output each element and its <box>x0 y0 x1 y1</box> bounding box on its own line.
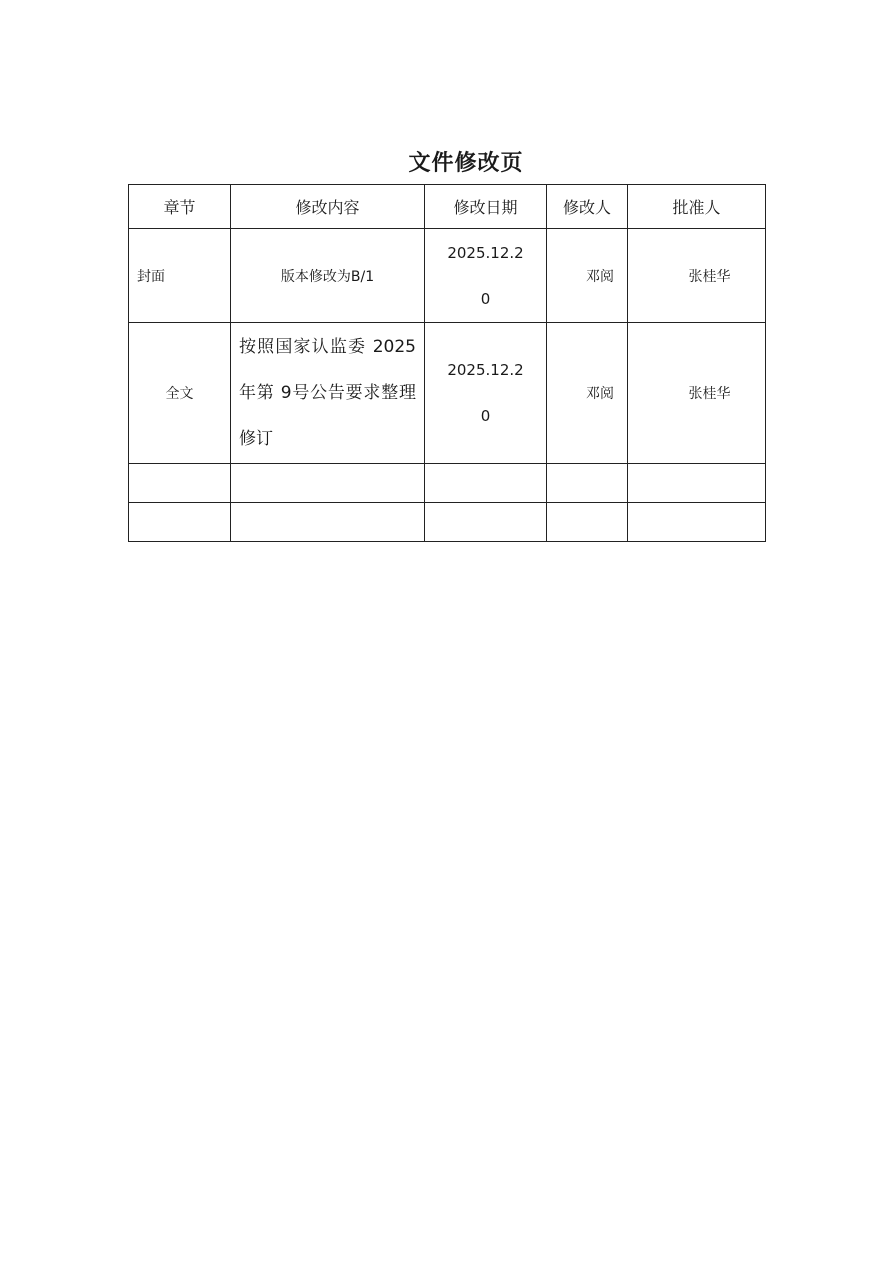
empty-cell <box>547 503 628 542</box>
cell-modifier: 邓阅 <box>547 229 628 323</box>
table-row-empty <box>129 503 766 542</box>
content-text: 按照国家认监委 2025 年第 9号公告要求整理修订 <box>239 337 416 449</box>
document-title: 文件修改页 <box>408 151 524 176</box>
header-content: 修改内容 <box>231 185 425 229</box>
empty-cell <box>547 464 628 503</box>
table-row <box>129 229 766 323</box>
table-row <box>129 323 766 464</box>
revision-table <box>128 184 766 542</box>
header-date: 修改日期 <box>425 185 547 229</box>
date-text: 2025.12.20 <box>447 361 524 425</box>
cell-approver: 张桂华 <box>628 229 766 323</box>
cell-content <box>231 323 425 464</box>
empty-cell <box>129 464 231 503</box>
cell-chapter: 封面 <box>129 229 231 323</box>
cell-date <box>425 323 547 464</box>
table-row-empty <box>129 464 766 503</box>
header-chapter: 章节 <box>129 185 231 229</box>
empty-cell <box>628 503 766 542</box>
empty-cell <box>231 464 425 503</box>
empty-cell <box>129 503 231 542</box>
cell-approver: 张桂华 <box>628 323 766 464</box>
cell-chapter: 全文 <box>129 323 231 464</box>
empty-cell <box>425 503 547 542</box>
header-approver: 批准人 <box>628 185 766 229</box>
cell-content: 版本修改为B/1 <box>231 229 425 323</box>
header-modifier: 修改人 <box>547 185 628 229</box>
cell-date <box>425 229 547 323</box>
date-text: 2025.12.20 <box>447 243 524 308</box>
empty-cell <box>231 503 425 542</box>
empty-cell <box>425 464 547 503</box>
empty-cell <box>628 464 766 503</box>
cell-modifier: 邓阅 <box>547 323 628 464</box>
table-header-row <box>129 185 766 229</box>
